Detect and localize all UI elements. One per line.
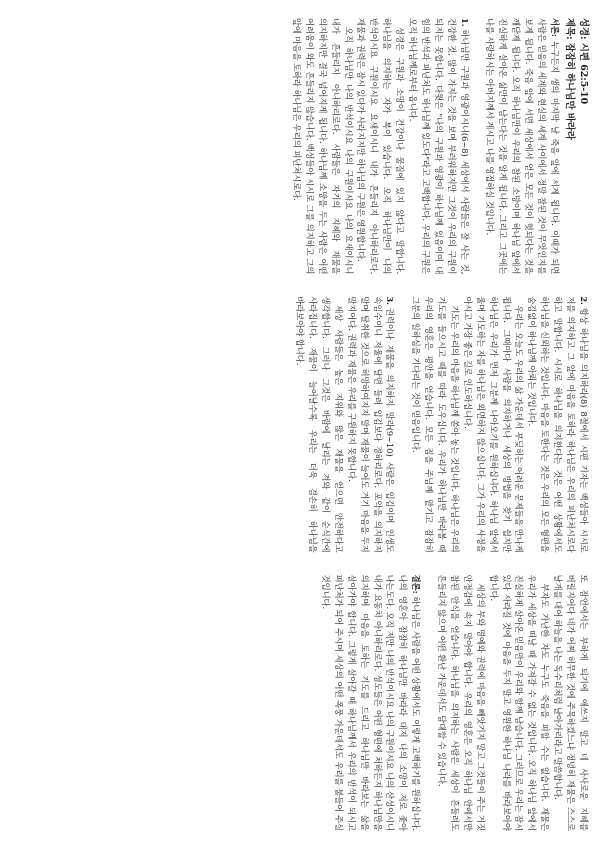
text-columns xyxy=(8,18,590,831)
point-1-paragraph-1 xyxy=(406,18,471,274)
point-2-paragraph-2: 우리는 오늘도 우리의 삶 가운데서 부딪히는 어려운 문제들을 만나게 됩니다. 그때마다 사람을 의지하거나 세상의 방법을 찾기 쉽지만 하나님은 우리가 먼저 그분께 나아오기를 원하십니다. 하나님 앞에서 울며 기도하는 자를 하나님은 외면하지 않으십니다. 그가 우리의 사정을 아시고 가장 좋은 길로 인도하십니다. xyxy=(462,296,525,553)
col3-paragraph-2: 부자도 가난한 자도 누구도 죽음을 피할 수는 없습니다. 재물은 우리가 세상을 떠날 때 가져갈 수 없는 것입니다. 오직 하나님 앞에서 진실하게 살아온 믿음만이 우리와 함께 남습니다. 그러므로 우리는 잠시 있다 사라질 것에 마음을 두지 말고 영원한 하나님 나라를 바라보아야 합니다. xyxy=(488,574,551,831)
column-3 xyxy=(8,575,590,831)
column-1 xyxy=(8,18,590,274)
point-1-number: 1. xyxy=(459,18,470,27)
point-1-paragraph-2: 성경은 구원과 소망이 건강이나 물질에 있지 않다고 말합니다. 하나님을 의지하는 자가 복이 있습니다. 오직 하나님만이 나의 반석이시요 구원이시요 요새이시니 내가 흔들리지 아니하리로다. 재물과 권력은 잠시 있다가 사라지지만 하나님의 구원은 영원합니다. xyxy=(356,18,406,275)
point-3-number: 3. xyxy=(385,296,396,305)
conclusion-text: 하나님은 사람을 어떤 상황에서도 이렇게 고백하기를 원하십니다. 나의 영혼아 잠잠히 하나님만 바라라 대저 나의 소망이 저로 좇아 나는도다. 오직 저만 나의 반석이시요 나의 구원이시요 나의 산성이시니 내가 요동치 아니하리로다. 성도들은 어떤 형편에 처하든지 하나님만을 의지하며 마음을 토하는 기도를 드리고 하나님만 바라보는 삶을 살아가야 합니다. 그렇게 살아갈 때 하나님께서 우리의 반석이 되시고 피난처가 되어 주시며 세상의 어떤 폭풍 가운데서도 우리를 붙들어 주실 것입니다. xyxy=(320,574,422,831)
point-1-paragraph-3: 오직 하나님만 나의 반석이시요 나의 구원이시요 나의 요새이시니 내가 흔들리지 아니하리로다. 사람들은 자기의 지혜와 재물을 의지하지만 결국 넘어지게 됩니다. 하나님께 소망을 두는 사람은 어떤 어려움이 와도 흔들리지 않습니다. 백성들아 시시로 그를 의지하고 그의 앞에 마음을 토하라 하나님은 우리의 피난처시로다. xyxy=(291,18,354,275)
intro-label: 서론: xyxy=(550,18,560,37)
point-2-paragraph-3: 기도는 우리의 마음을 하나님께 쏟아 놓는 것입니다. 하나님은 우리의 기도를 들으시고 때를 따라 도우십니다. 우리가 하나님만 바라볼 때 우리의 영혼은 평안을 얻습니다. 모든 짐을 주님께 맡기고 잠잠히 그분의 일하심을 기다리는 것이 믿음입니다. xyxy=(411,296,460,553)
sermon-title: 제목: 잠잠히 하나님만 바라라 xyxy=(564,18,575,140)
column-2 xyxy=(8,296,590,552)
col3-paragraph-1: 또 잠언에서는 부하게 되기에 애쓰지 말고 네 사사로운 지혜를 버릴지어다 네가 어찌 허무한 것에 주목하겠느냐 정녕히 재물은 스스로 날개를 내어 하늘을 나는 독수리처럼 날아가리라고 말씀합니다. xyxy=(553,574,589,831)
col3-paragraph-3: 세상의 부와 명예와 권력에 마음을 빼앗기지 말고 그것들이 주는 거짓 안정감에 속지 말아야 합니다. 우리의 영혼은 오직 하나님 안에서만 참된 안식을 얻습니다. 하나님을 의지하는 사람은 세상이 흔들려도 흔들리지 않으며 어떤 환난 가운데서도 담대할 수 있습니다. xyxy=(437,574,486,831)
point-2-paragraph-1 xyxy=(525,296,590,552)
point-1-text-1: 하나님만 구원과 영광이시니(6~8) 세상에서 사람들은 잘 사는 것, 건강한 것, 많이 가지는 것을 보며 부러워하지만 그것이 우리의 구원이 되지는 못합니다. 다윗은 "나의 구원과 영광이 하나님께 있음이여 내 힘의 반석과 피난처도 하나님께 있도다"라고 고백합니다. 우리의 구원은 오직 하나님께로부터 옵니다. xyxy=(408,18,470,275)
conclusion-label: 결론: xyxy=(411,574,422,594)
point-3-paragraph-2: 세상 사람들은 높은 지위와 많은 재물을 얻으면 안전하다고 생각합니다. 그러나 그것은 바람에 날리는 겨와 같이 순식간에 사라집니다. 재물이 늘어날수록 우리는 더욱 겸손히 하나님을 바라보아야 합니다. xyxy=(295,296,344,553)
point-2-number: 2. xyxy=(579,296,589,305)
point-2-text-1: 항상 하나님을 의지하라(8) 8절에서 시편 기자는 백성들아 시시로 저를 의지하고 그 앞에 마음을 토하라 하나님은 우리의 피난처시로다 하고 말합니다. 시시로 하나님을 의지한다는 것은 어떤 상황에서도 하나님을 신뢰하는 것입니다. 마음을 토한다는 것은 우리의 모든 형편을 숨김없이 하나님께 아뢰는 것입니다. xyxy=(527,296,589,553)
intro-text: 누구든지 생의 마지막 날 죽음 앞에 서게 됩니다. 이때가 되면 사람은 믿음의 세계와 현실의 세계 사이에서 정말 참된 것이 무엇인지를 보게 됩니다. 죽음 앞에 서면 세상에서 얻은 모든 것이 헛되다는 것을 깨닫게 됩니다. 오직 하나님만이 우리의 참된 소망이며 하나님 앞에서 진실하게 살아온 삶만이 남는다는 것을 알게 됩니다. 그리고 그곳에는 나를 사랑하시는 아버지께서 계시고 나를 영접하실 것입니다. xyxy=(485,18,560,275)
scripture-reference: 성경: 시편 62:5-10 xyxy=(578,18,589,105)
point-3-paragraph-1 xyxy=(345,296,397,552)
intro-paragraph xyxy=(484,18,561,274)
point-3-text-1: 권력이나 재물을 의지하지 말라(9~10) 사람은 입김이며 인생도 속임수이니 저울에 달면 들려 입김보다 경하리로다. 포악을 의지하지 말며 탈취한 것으로 허망하여지지 말며 재물이 늘어도 거기 마음을 두지 말지어다. 권력과 재물은 우리를 구원하지 못합니다. xyxy=(346,296,396,553)
conclusion-paragraph xyxy=(319,575,422,831)
